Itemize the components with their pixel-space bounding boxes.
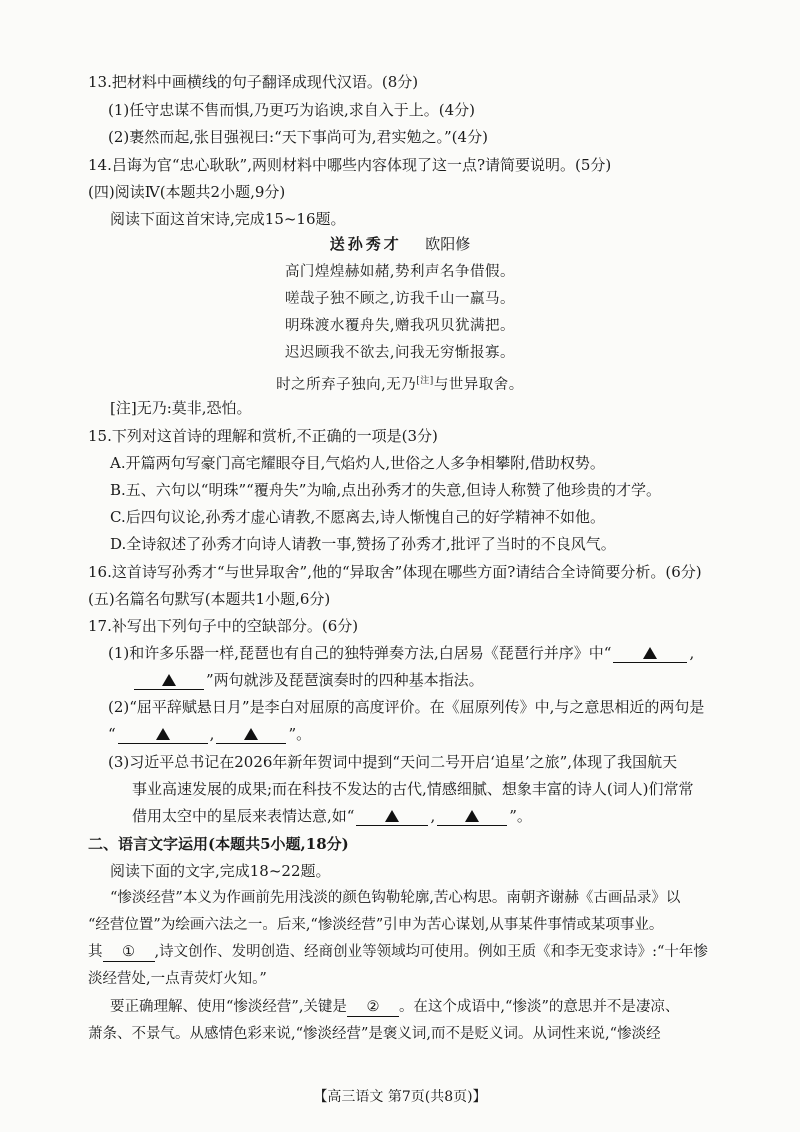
part2-intro: 阅读下面的文字,完成18~22题。 [110,862,331,880]
q17-item-1-line-2: ”两句就涉及琵琶演奏时的四种基本指法。 [132,670,760,690]
q15-option-c: C.后四句议论,孙秀才虚心请教,不愿离去,诗人惭愧自己的好学精神不如他。 [110,508,606,526]
poem-heading [0,234,800,254]
q15-option-b: B.五、六句以“明珠”“覆舟失”为喻,点出孙秀才的失意,但诗人称赞了他珍贵的才学。 [110,481,662,499]
poem-note: [注]无乃:莫非,恐怕。 [110,399,252,417]
q14-stem: 14.吕诲为官“忠心耿耿”,两则材料中哪些内容体现了这一点?请简要说明。(5分) [88,156,612,174]
poem-line-1: 高门煌煌赫如赭,势利声名争借假。 [284,264,516,280]
q15-stem: 15.下列对这首诗的理解和赏析,不正确的一项是(3分) [88,427,438,445]
section4-intro: 阅读下面这首宋诗,完成15~16题。 [110,210,346,228]
q17-item-2-line-1: (2)“屈平辞赋悬日月”是李白对屈原的高度评价。在《屈原列传》中,与之意思相近的两句是 [108,698,705,716]
q16-stem: 16.这首诗写孙秀才“与世异取舍”,他的“异取舍”体现在哪些方面?请结合全诗简要分析。(6分) [88,563,702,581]
triangle-marker-icon [385,810,399,822]
q17-item-3-line-2: 事业高速发展的成果;而在科技不发达的古代,情感细腻、想象丰富的诗人(词人)们常常 [132,780,694,798]
answer-blank[interactable] [134,671,204,690]
poem-line-4: 迟迟顾我不欲去,问我无穷惭报寡。 [284,345,516,361]
triangle-marker-icon [244,728,258,740]
q17-item-1-line-1: (1)和许多乐器一样,琵琶也有自己的独特弹奏方法,白居易《琵琶行并序》中“ , [108,644,695,662]
answer-blank[interactable] [437,807,507,826]
answer-blank[interactable] [216,725,286,744]
triangle-marker-icon [156,728,170,740]
q15-option-d: D.全诗叙述了孙秀才向诗人请教一事,赞扬了孙秀才,批评了当时的不良风气。 [110,535,616,553]
passage-p2-line-2: 萧条、不景气。从感情色彩来说,“惨淡经营”是褒义词,而不是贬义词。从词性来说,“惨淡经 [88,1026,661,1042]
passage-p2-line-1: 要正确理解、使用“惨淡经营”,关键是 ② 。在这个成语中,“惨淡”的意思并不是凄凉、 [110,999,680,1015]
blank-1[interactable]: ① [103,943,155,962]
q17-item-3-line-1: (3)习近平总书记在2026年新年贺词中提到“天问二号开启‘追星’之旅”,体现了我国航天 [108,753,678,771]
q17-item-2-line-2: “ , ”。 [108,725,312,743]
poem-line-5: 时之所弃子独向,无乃[注]与世异取舍。 [276,376,524,393]
q13-stem: 13.把材料中画横线的句子翻译成现代汉语。(8分) [88,73,419,91]
poem-line-2: 嗟哉子独不顾之,访我千山一羸马。 [284,291,516,307]
triangle-marker-icon [465,810,479,822]
passage-p1-line-4: 淡经营处,一点青荧灯火知。” [88,971,267,987]
section5-heading: (五)名篇名句默写(本题共1小题,6分) [88,590,331,608]
poem-note-marker: [注] [416,376,434,386]
poem-title: 送孙秀才 [329,235,402,253]
q17-stem: 17.补写出下列句子中的空缺部分。(6分) [88,617,359,635]
poem-line-3: 明珠渡水覆舟失,赠我巩贝犹满把。 [284,318,516,334]
q15-option-a: A.开篇两句写豪门高宅耀眼夺目,气焰灼人,世俗之人多争相攀附,借助权势。 [110,454,605,472]
triangle-marker-icon [643,647,657,659]
section4-heading: (四)阅读Ⅳ(本题共2小题,9分) [88,183,286,201]
passage-p1-line-1: “惨淡经营”本义为作画前先用浅淡的颜色钩勒轮廓,苦心构思。南朝齐谢赫《古画品录》以 [110,890,681,906]
passage-p1-line-3: 其 ① ,诗文创作、发明创造、经商创业等领域均可使用。例如王质《和李无变求诗》:“十年惨 [88,944,708,960]
blank-2[interactable]: ② [347,998,399,1017]
part2-heading: 二、语言文字运用(本题共5小题,18分) [88,835,349,853]
page-footer: 【高三语文 第7页(共8页)】 [313,1089,487,1105]
q13-sentence-2: (2)裹然而起,张目强视曰:“天下事尚可为,君实勉之。”(4分) [108,128,488,146]
passage-p1-line-2: “经营位置”为绘画六法之一。后来,“惨淡经营”引申为苦心谋划,从事某件事情或某项事业。 [88,917,664,933]
answer-blank[interactable] [356,807,428,826]
triangle-marker-icon [162,674,176,686]
q13-sentence-1: (1)任守忠谋不售而惧,乃更巧为谄谀,求自入于上。(4分) [108,101,476,119]
answer-blank[interactable] [613,644,687,663]
poem-author: 欧阳修 [425,235,471,253]
q17-item-3-line-3: 借用太空中的星辰来表情达意,如“ , ”。 [132,807,532,825]
answer-blank[interactable] [118,725,208,744]
